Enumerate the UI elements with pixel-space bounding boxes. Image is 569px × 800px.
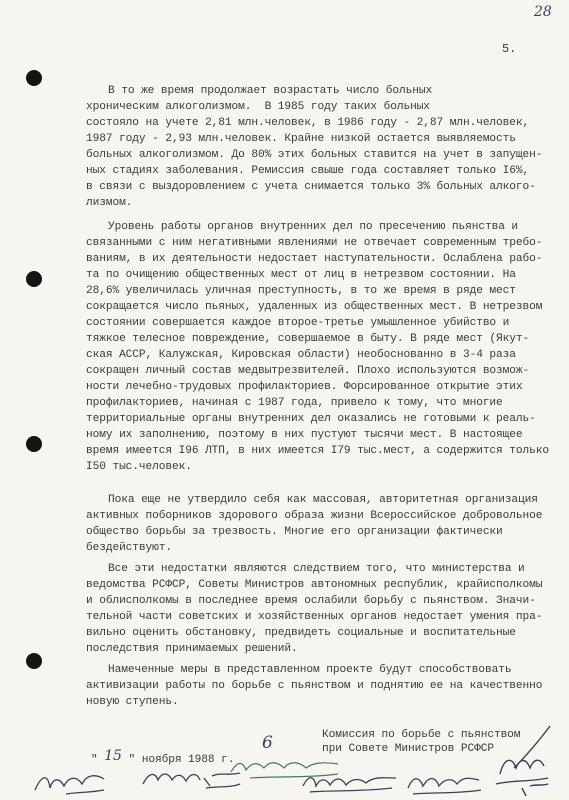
date-close-quote: " <box>128 754 136 766</box>
text-line: Все эти недостатки являются следствием того, что министерства и <box>108 563 525 575</box>
text-line: ному их заполнению, поэтому в них пустуют тысячи мест. В настоящее <box>86 429 523 441</box>
text-line: ская АССР, Калужская, Кировская области) необоснованно в 3-4 раза <box>86 349 516 361</box>
paragraph-internal-affairs <box>86 219 548 475</box>
text-line: вильно оценить обстановку, предвидеть социальные и воспитательные <box>86 627 516 639</box>
signature-icon <box>486 722 558 798</box>
signature-icon <box>405 768 485 798</box>
text-line: сокращен личный состав медвытрезвителей. Плохо используются возмож- <box>86 365 530 377</box>
text-line: и облисполкомы в последнее время ослабили борьбу с пьянством. Значи- <box>86 595 536 607</box>
signature-icon <box>32 768 112 800</box>
paragraph-temperance-society <box>86 492 548 556</box>
text-line: последствия принимаемых решений. <box>86 643 298 655</box>
text-line: 28,6% увеличилась уличная преступность, в то же время в ряде мест <box>86 285 516 297</box>
text-line: Намеченные меры в представленном проекте будут способствовать <box>108 664 512 676</box>
page-number: 5. <box>502 42 517 56</box>
text-line: состояло на учете 2,81 млн.человек, в 1986 году - 2,87 млн.человек, <box>86 117 530 129</box>
text-line: лизмом. <box>86 197 133 209</box>
text-line: тяжкое телесное повреждение, совершаемое в быту. В ряде мест (Якут- <box>86 333 530 345</box>
text-line: активизации работы по борьбе с пьянством и поднятию ее на качественно <box>86 680 543 692</box>
text-line: новую ступень. <box>86 696 179 708</box>
text-line: хроническим алкоголизмом. В 1985 году таких больных <box>86 101 430 113</box>
text-line: Уровень работы органов внутренних дел по пресечению пьянства и <box>108 221 519 233</box>
text-line: та по очищению общественных мест от лиц в нетрезвом состоянии. На <box>86 269 516 281</box>
date-open-quote: " <box>91 754 98 766</box>
signature-icon <box>300 770 400 798</box>
text-line: ных стадиях заболевания. Ремиссия свыше года составляет только I6%, <box>86 165 530 177</box>
paragraph-alcoholism-statistics <box>86 83 548 211</box>
text-line: в связи с выздоровлением с учета снимается только 3% больных алкого- <box>86 181 536 193</box>
text-line: I50 тыс.человек. <box>86 461 192 473</box>
text-line: ваниям, в их деятельности недостает наступательности. Ослаблена рабо- <box>86 253 543 265</box>
punch-hole-icon <box>26 653 42 669</box>
punch-hole-icon <box>26 436 42 452</box>
commission-line: при Совете Министров РСФСР <box>322 743 494 755</box>
text-line: профилакториев, начиная с 1987 года, привело к тому, что многие <box>86 397 503 409</box>
text-line: больных алкоголизмом. До 80% этих больных ставится на учет в запущен- <box>86 149 543 161</box>
text-line: общество борьбы за трезвость. Многие его организации фактически <box>86 526 503 538</box>
archive-page-number: 28 <box>534 4 552 20</box>
punch-hole-icon <box>26 70 42 86</box>
text-line: состоянии совершается каждое второе-третье умышленное убийство и <box>86 317 510 329</box>
text-line: активных поборников здорового образа жизни Всероссийское добровольное <box>86 510 543 522</box>
text-line: ности лечебно-трудовых профилакториев. Форсированное открытие этих <box>86 381 523 393</box>
paragraph-conclusion <box>86 662 548 710</box>
text-line: сокращается число пьяных, удаленных из общественных мест. В нетрезвом <box>86 301 543 313</box>
paragraph-shortcomings <box>86 561 548 657</box>
text-line: территориальные органы внутренних дел оказались не готовыми к реаль- <box>86 413 536 425</box>
text-line: ведомства РСФСР, Советы Министров автономных республик, крайисполкомы <box>86 579 543 591</box>
text-line: бездействуют. <box>86 542 172 554</box>
date-day: 15 <box>104 748 122 764</box>
text-line: тельной части советских и хозяйственных органов недостает умения пра- <box>86 611 543 623</box>
punch-hole-icon <box>26 271 42 287</box>
date-month-year: ноября 1988 г. <box>141 754 235 766</box>
text-line: связанными с ним негативными явлениями не отвечает современным требо- <box>86 237 543 249</box>
commission-line: Комиссия по борьбе с пьянством <box>322 729 521 741</box>
handwritten-number: 6 <box>262 733 273 753</box>
text-line: 1987 году - 2,93 млн.человек. Крайне низкой остается выявляемость <box>86 133 516 145</box>
text-line: В то же время продолжает возрастать число больных <box>108 85 433 97</box>
text-line: время имеется I96 ЛТП, в них имеется I79 тыс.мест, а содержится только <box>86 445 549 457</box>
text-line: Пока еще не утвердило себя как массовая, авторитетная организация <box>108 494 538 506</box>
